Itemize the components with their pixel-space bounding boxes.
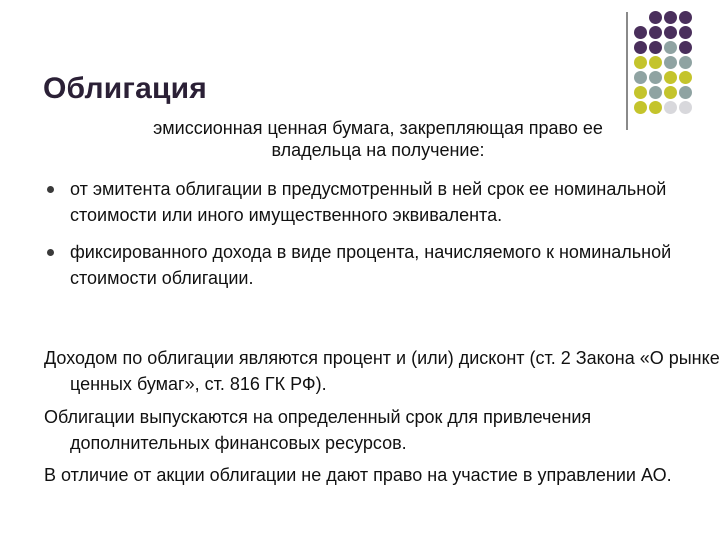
decorative-dot <box>664 41 677 54</box>
decorative-dot <box>649 71 662 84</box>
decorative-vertical-line <box>626 12 628 130</box>
decorative-dot <box>634 71 647 84</box>
decorative-dot <box>634 86 647 99</box>
decorative-dot <box>664 56 677 69</box>
definition-text: эмиссионная ценная бумага, закрепляющая право ее владельца на получение: <box>153 118 603 160</box>
decorative-dot <box>664 71 677 84</box>
decorative-dot <box>679 71 692 84</box>
decorative-dot <box>679 41 692 54</box>
decorative-dot <box>634 41 647 54</box>
decorative-dot <box>649 11 662 24</box>
bullet-text: от эмитента облигации в предусмотренный в ней срок ее номинальной стоимости или иного имущественного эквивалента. <box>70 179 667 225</box>
paragraph-term: Облигации выпускаются на определенный срок для привлечения дополнительных финансовых ресурсов. <box>44 407 592 453</box>
decorative-dot <box>679 86 692 99</box>
decorative-dot <box>649 56 662 69</box>
decorative-dot <box>649 101 662 114</box>
decorative-dot <box>634 101 647 114</box>
decorative-dot <box>679 26 692 39</box>
decorative-dot <box>664 26 677 39</box>
paragraph-difference: В отличие от акции облигации не дают право на участие в управлении АО. <box>44 465 672 485</box>
paragraph-income: Доходом по облигации являются процент и (или) дисконт (ст. 2 Закона «О рынке ценных бумаг», ст. 816 ГК РФ). <box>44 348 720 394</box>
decorative-dot <box>664 101 677 114</box>
decorative-dot <box>679 56 692 69</box>
decorative-dot <box>649 41 662 54</box>
bullet-icon <box>47 249 54 256</box>
decorative-dot <box>664 86 677 99</box>
bullet-text: фиксированного дохода в виде процента, начисляемого к номинальной стоимости облигации. <box>70 242 672 288</box>
decorative-dot <box>634 56 647 69</box>
decorative-dot <box>664 11 677 24</box>
decorative-dot <box>679 101 692 114</box>
bullet-icon <box>47 186 54 193</box>
bullet-item <box>44 239 684 291</box>
decorative-dot <box>634 26 647 39</box>
decorative-dot <box>649 86 662 99</box>
bullet-list <box>44 176 684 302</box>
slide-title: Облигация <box>43 72 207 105</box>
decorative-dot <box>679 11 692 24</box>
bullet-item <box>44 176 684 228</box>
decorative-dot <box>649 26 662 39</box>
